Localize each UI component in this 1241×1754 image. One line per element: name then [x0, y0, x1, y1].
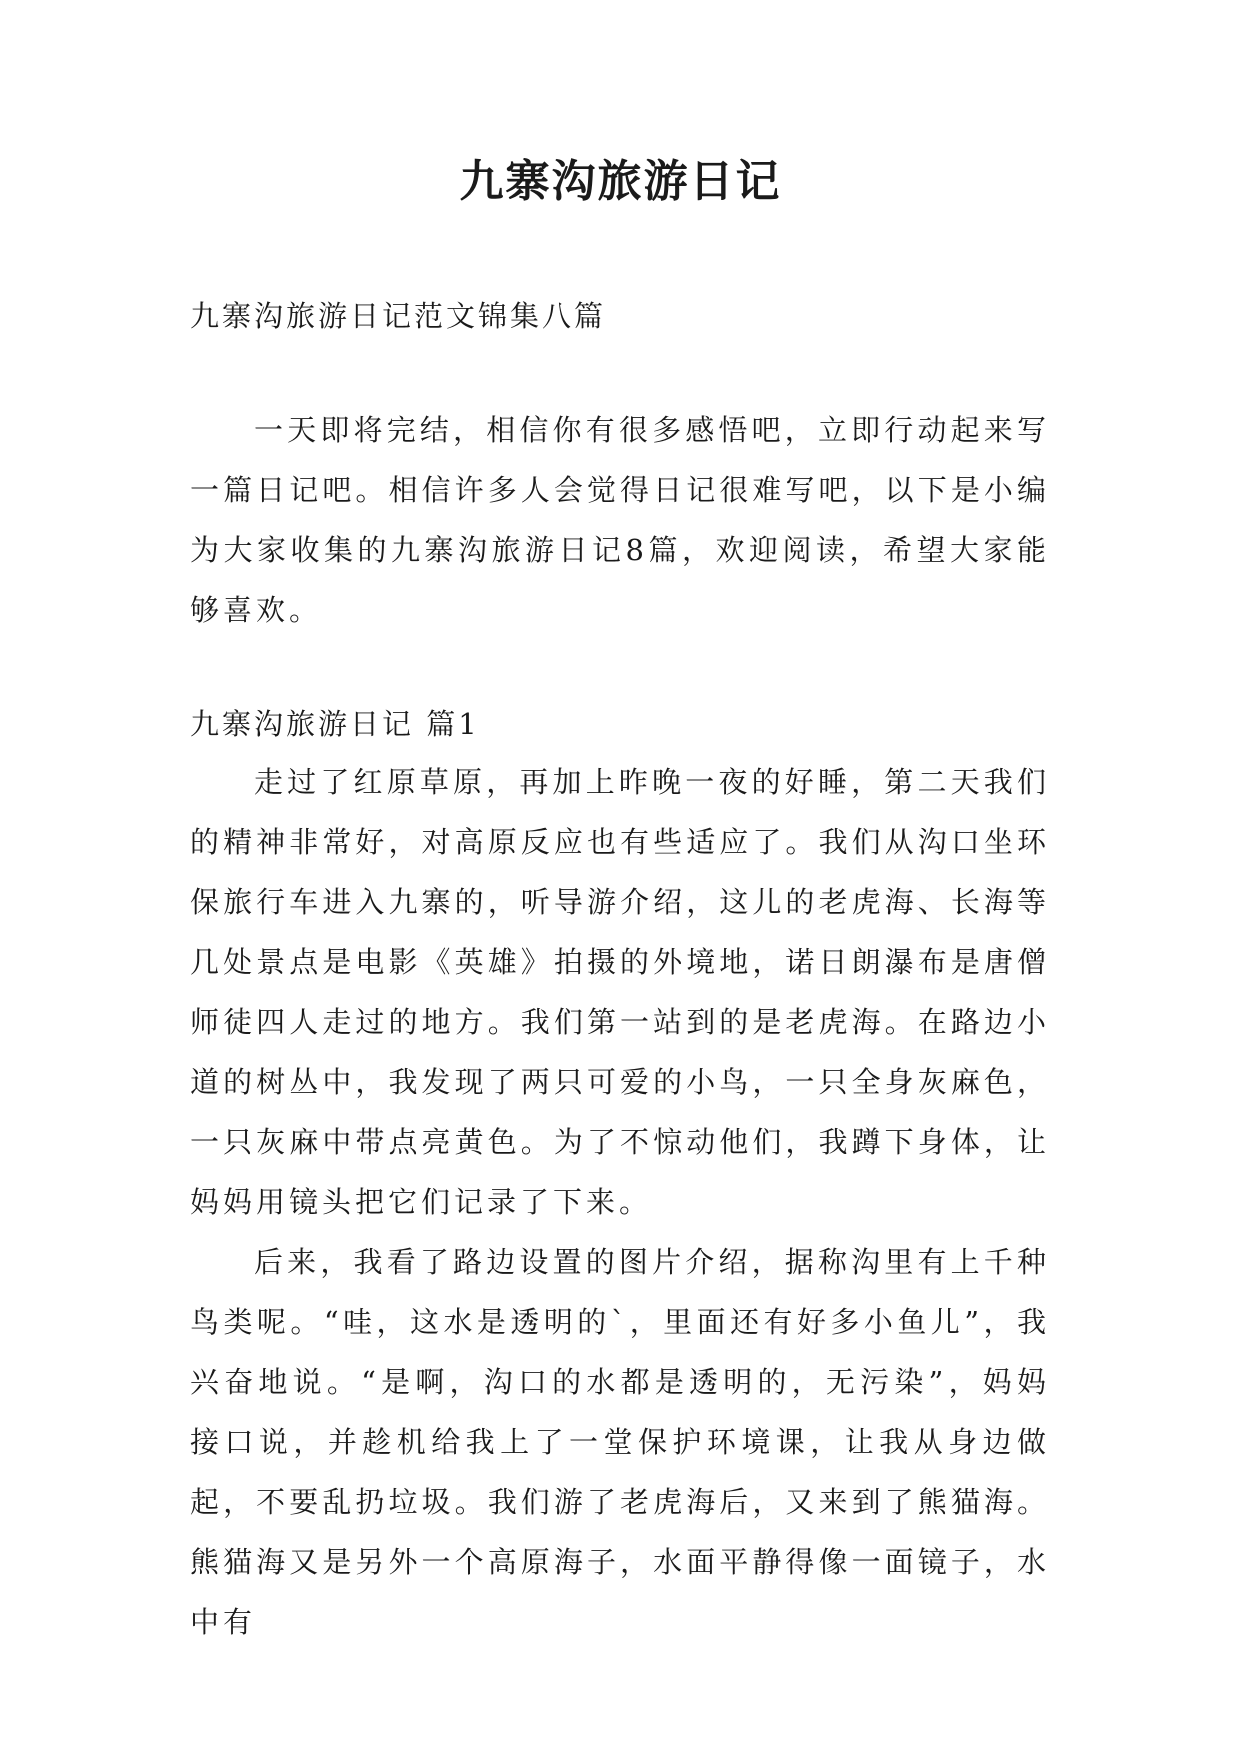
section-heading: 九寨沟旅游日记 篇1: [190, 707, 480, 741]
intro-paragraph: 一天即将完结，相信你有很多感悟吧，立即行动起来写一篇日记吧。相信许多人会觉得日记很难写吧，以下是小编为大家收集的九寨沟旅游日记8篇，欢迎阅读，希望大家能够喜欢。: [190, 413, 1050, 627]
document-title: 九寨沟旅游日记: [459, 156, 782, 207]
body-paragraph: 后来，我看了路边设置的图片介绍，据称沟里有上千种鸟类呢。“哇，这水是透明的`，里面还有好多小鱼儿”，我兴奋地说。“是啊，沟口的水都是透明的，无污染”，妈妈接口说，并趁机给我上了一堂保护环境课，让我从身边做起，不要乱扔垃圾。我们游了老虎海后，又来到了熊猫海。熊猫海又是另外一个高原海子，水面平静得像一面镜子，水中有: [190, 1245, 1050, 1639]
document-subtitle: 九寨沟旅游日记范文锦集八篇: [190, 299, 607, 333]
body-paragraph: 走过了红原草原，再加上昨晚一夜的好睡，第二天我们的精神非常好，对高原反应也有些适应了。我们从沟口坐环保旅行车进入九寨的，听导游介绍，这儿的老虎海、长海等几处景点是电影《英雄》拍摄的外境地，诺日朗瀑布是唐僧师徒四人走过的地方。我们第一站到的是老虎海。在路边小道的树丛中，我发现了两只可爱的小鸟，一只全身灰麻色，一只灰麻中带点亮黄色。为了不惊动他们，我蹲下身体，让妈妈用镜头把它们记录了下来。: [190, 765, 1050, 1219]
